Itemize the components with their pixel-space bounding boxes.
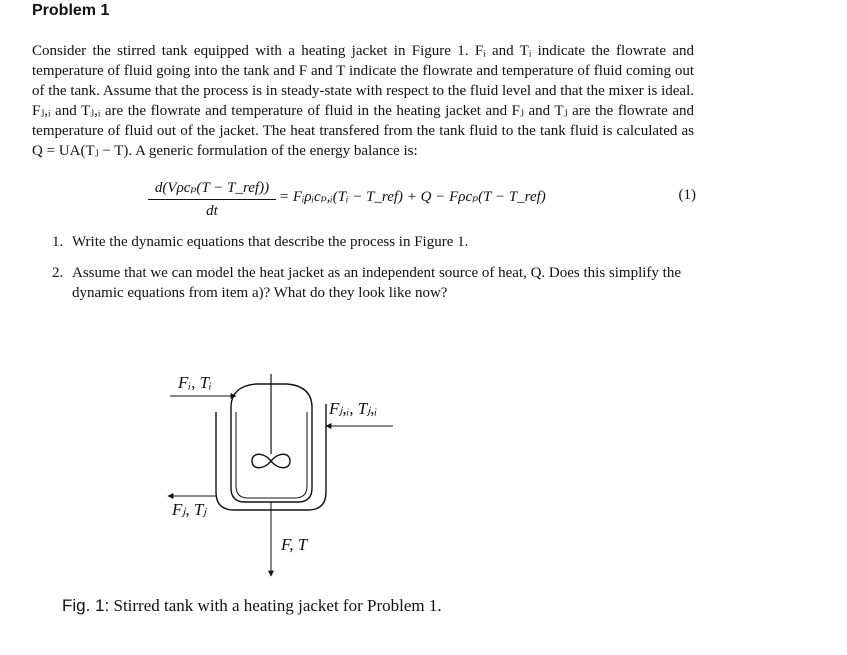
- energy-balance-equation: [148, 178, 696, 222]
- equation-fraction: [148, 178, 276, 220]
- problem-title: Problem 1: [32, 2, 110, 19]
- problem-statement: Consider the stirred tank equipped with a heating jacket in Figure 1. Fᵢ and Tᵢ indicate the flowrate and temperature of fluid going into the tank and F and T indicate the flowrate and temperature of fluid coming out of the tank. Assume that the process is in steady-state with respect to the fluid level and that the mixer is ideal. Fⱼ,ᵢ and Tⱼ,ᵢ are the flowrate and temperature of fluid in the heating jacket and Fⱼ and Tⱼ are the flowrate and temperature of fluid out of the jacket. The heat transfered from the tank fluid to the tank fluid is calculated as Q = UA(Tⱼ − T). A generic formulation of the energy balance is:: [32, 43, 694, 159]
- question-item: [52, 263, 694, 303]
- equation-rhs: = Fᵢρᵢcₚ,ᵢ(Tᵢ − T_ref) + Q − Fρcₚ(T − T_ref): [279, 189, 546, 205]
- jacket-outlet-label: Fⱼ, Tⱼ: [172, 500, 207, 519]
- question-number: 2.: [52, 265, 64, 281]
- question-number: 1.: [52, 234, 64, 250]
- impeller-icon: [252, 454, 290, 468]
- question-list: [52, 232, 694, 314]
- question-item: [52, 232, 694, 252]
- outlet-label: F, T: [281, 535, 308, 554]
- jacket-inlet-label: Fⱼ,ᵢ, Tⱼ,ᵢ: [329, 399, 378, 418]
- equation-denominator: dt: [206, 203, 218, 219]
- equation-numerator: d(Vρcₚ(T − T_ref)): [154, 180, 270, 196]
- equation-number: (1): [678, 187, 696, 203]
- caption-text: Stirred tank with a heating jacket for Problem 1.: [113, 596, 442, 615]
- question-text: Assume that we can model the heat jacket as an independent source of heat, Q. Does this simplify the dynamic equations from item a)? What do they look like now?: [72, 265, 681, 301]
- figure-caption: [62, 596, 442, 616]
- question-text: Write the dynamic equations that describe the process in Figure 1.: [72, 234, 469, 250]
- fraction-bar: [148, 199, 276, 200]
- caption-prefix: Fig. 1:: [62, 596, 110, 615]
- inlet-label: Fᵢ, Tᵢ: [178, 373, 212, 392]
- stirred-tank-diagram: [160, 358, 460, 588]
